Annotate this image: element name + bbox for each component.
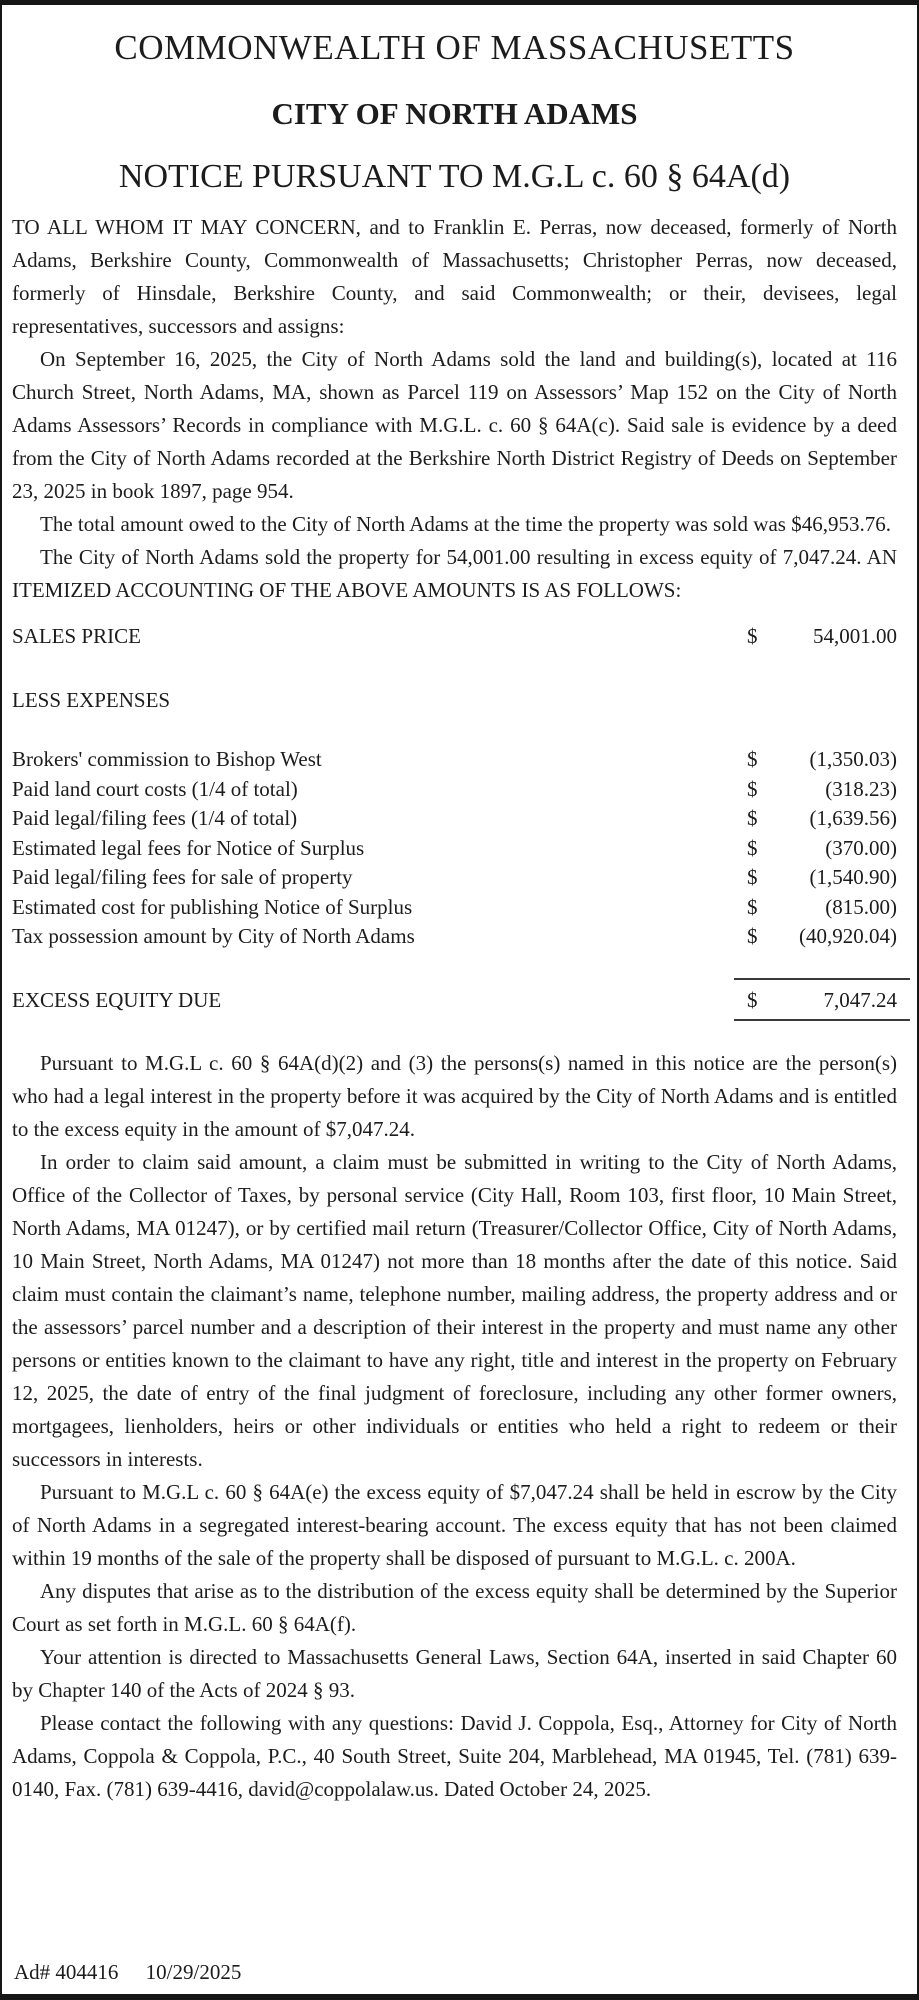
- paragraph-contact: Please contact the following with any questions: David J. Coppola, Esq., Attorney for City of North Adams, Coppola & Coppola, P.C., 40 South Street, Suite 204, Marblehead, MA 01945, Tel. (781) 639-0140, Fax. (781) 639-4416, david@coppolalaw.us. Dated October 24, 2025.: [12, 1710, 897, 1801]
- sales-price-money: [747, 621, 897, 651]
- paragraph-sale-result: The City of North Adams sold the property for 54,001.00 resulting in excess equity of 7,047.24. AN ITEMIZED ACCOUNTING OF THE ABOVE AMOUNTS IS AS FOLLOWS:: [12, 545, 897, 602]
- paragraph-claim-instructions: In order to claim said amount, a claim must be submitted in writing to the City of North Adams, Office of the Collector of Taxes, by personal service (City Hall, Room 103, first floor, 10 Main Street, North Adams, MA 01247), or by certified mail return (Treasurer/Collector Office, City of North Adams, 10 Main Street, North Adams, MA 01247) not more than 18 months after the date of this notice. Said claim must contain the claimant’s name, telephone number, mailing address, the property address and or the assessors’ parcel number and a description of their interest in the property and must name any other persons or entities known to the claimant to have any right, title and interest in the property on February 12, 2025, the date of entry of the final judgment of foreclosure, including any other former owners, mortgagees, lienholders, heirs or other individuals or entities who held a right to redeem or their successors in interests.: [12, 1149, 897, 1471]
- excess-equity-total-row: [12, 978, 897, 1021]
- expense-amount: (1,540.90): [809, 865, 897, 889]
- expense-label: Paid legal/filing fees for sale of property: [12, 865, 353, 889]
- excess-equity-label: EXCESS EQUITY DUE: [12, 987, 222, 1012]
- expense-label: Brokers' commission to Bishop West: [12, 747, 322, 771]
- expense-label: Tax possession amount by City of North Adams: [12, 924, 415, 948]
- expense-label: Estimated cost for publishing Notice of Surplus: [12, 894, 413, 919]
- excess-equity-amount: 7,047.24: [823, 987, 897, 1012]
- paragraph-total-owed: The total amount owed to the City of North Adams at the time the property was sold was $46,953.76.: [40, 512, 891, 536]
- sales-price-row: [12, 621, 897, 651]
- less-expenses-heading: LESS EXPENSES: [12, 688, 171, 712]
- expense-row: [12, 745, 897, 775]
- expense-row: [12, 893, 897, 923]
- expense-row: [12, 834, 897, 864]
- currency-symbol: $: [747, 806, 758, 830]
- expense-label: Estimated legal fees for Notice of Surplus: [12, 835, 365, 860]
- currency-symbol: $: [747, 624, 758, 648]
- ad-number: Ad# 404416: [14, 1960, 119, 1984]
- paragraph-persons-entitled: Pursuant to M.G.L c. 60 § 64A(d)(2) and (3) the persons(s) named in this notice are the person(s) who had a legal interest in the property before it was acquired by the City of North Adams and is entitled to the excess equity in the amount of $7,047.24.: [12, 1050, 897, 1141]
- paragraph-escrow: Pursuant to M.G.L c. 60 § 64A(e) the excess equity of $7,047.24 shall be held in escrow by the City of North Adams in a segregated interest-bearing account. The excess equity that has not been claimed within 19 months of the sale of the property shall be disposed of pursuant to M.G.L. c. 200A.: [12, 1479, 897, 1570]
- currency-symbol: $: [747, 776, 758, 801]
- expense-row: [12, 922, 897, 952]
- expense-label: Paid legal/filing fees (1/4 of total): [12, 806, 298, 830]
- paragraph-addressees: TO ALL WHOM IT MAY CONCERN, and to Franklin E. Perras, now deceased, formerly of North Adams, Berkshire County, Commonwealth of Massachusetts; Christopher Perras, now deceased, formerly of Hinsdale, Berkshire County, and said Commonwealth; or their, devisees, legal representatives, successors and assigns:: [12, 215, 897, 338]
- expense-items: [12, 745, 897, 952]
- expense-money: [747, 775, 897, 805]
- ad-footer: [14, 1957, 263, 1987]
- expense-money: [747, 893, 897, 923]
- expense-money: [747, 804, 897, 834]
- currency-symbol: $: [747, 987, 758, 1012]
- title-city: CITY OF NORTH ADAMS: [271, 96, 638, 131]
- title-commonwealth: COMMONWEALTH OF MASSACHUSETTS: [114, 28, 795, 67]
- notice-body: [12, 211, 897, 1806]
- expense-row: [12, 863, 897, 893]
- expense-amount: (1,639.56): [809, 806, 897, 830]
- paragraph-attention: Your attention is directed to Massachusetts General Laws, Section 64A, inserted in said Chapter 60 by Chapter 140 of the Acts of 2024 § 93.: [12, 1644, 897, 1702]
- sales-price-amount: 54,001.00: [813, 624, 897, 648]
- sales-price-label: SALES PRICE: [12, 624, 141, 648]
- expense-amount: (40,920.04): [799, 924, 897, 948]
- expense-amount: (318.23): [825, 776, 897, 801]
- expense-money: [747, 922, 897, 952]
- expense-amount: (1,350.03): [809, 747, 897, 771]
- expense-money: [747, 863, 897, 893]
- ad-date: 10/29/2025: [145, 1960, 242, 1984]
- currency-symbol: $: [747, 835, 758, 860]
- expense-amount: (370.00): [825, 835, 897, 860]
- excess-equity-money: [734, 978, 910, 1021]
- expense-row: [12, 775, 897, 805]
- accounting-table: [12, 621, 897, 1021]
- paragraph-sale-description: On September 16, 2025, the City of North Adams sold the land and building(s), located at 116 Church Street, North Adams, MA, shown as Parcel 119 on Assessors’ Map 152 on the City of North Adams Assessors’ Records in compliance with M.G.L. c. 60 § 64A(c). Said sale is evidence by a deed from the City of North Adams recorded at the Berkshire North District Registry of Deeds on September 23, 2025 in book 1897, page 954.: [12, 347, 897, 503]
- paragraph-disputes: Any disputes that arise as to the distribution of the excess equity shall be determined by the Superior Court as set forth in M.G.L. 60 § 64A(f).: [12, 1578, 897, 1636]
- currency-symbol: $: [747, 747, 758, 771]
- currency-symbol: $: [747, 924, 758, 948]
- currency-symbol: $: [747, 865, 758, 889]
- expense-money: [747, 745, 897, 775]
- expense-money: [747, 834, 897, 864]
- title-notice-statute: NOTICE PURSUANT TO M.G.L c. 60 § 64A(d): [118, 158, 791, 195]
- currency-symbol: $: [747, 894, 758, 919]
- expense-row: [12, 804, 897, 834]
- expense-amount: (815.00): [825, 894, 897, 919]
- expense-label: Paid land court costs (1/4 of total): [12, 776, 298, 801]
